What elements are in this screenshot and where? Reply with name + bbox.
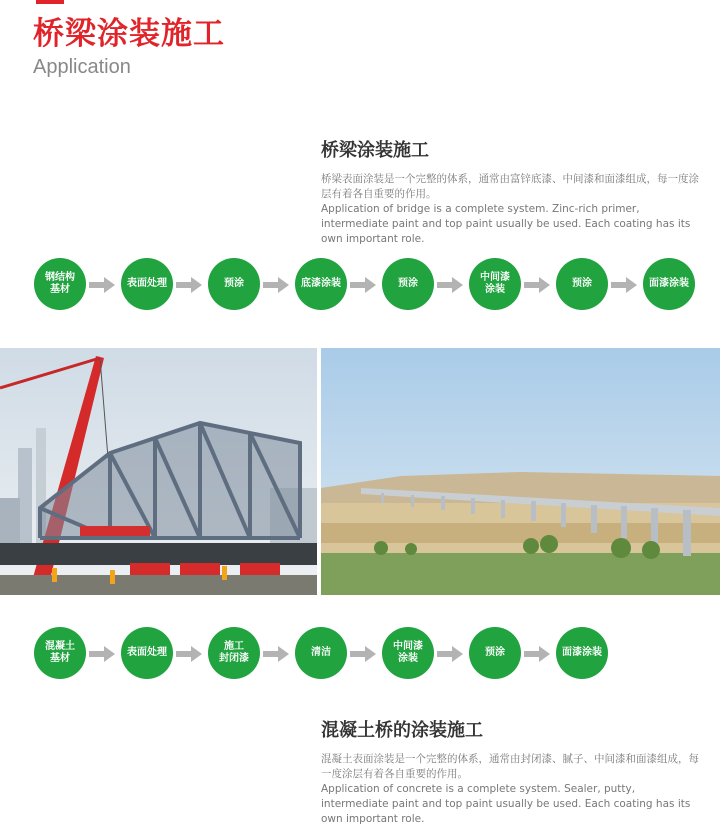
bridge-process-flow xyxy=(34,258,694,312)
arrow-right-icon xyxy=(611,277,637,293)
page-title: 桥梁涂装施工 xyxy=(33,16,225,52)
bridge-step-7: 预涂 xyxy=(556,258,608,310)
arrow-right-icon xyxy=(263,646,289,662)
bridge-step-1: 钢结构 基材 xyxy=(34,258,86,310)
bridge-step-5: 预涂 xyxy=(382,258,434,310)
concrete-viaduct-image xyxy=(321,348,720,595)
concrete-desc-en: Application of concrete is a complete system. Sealer, putty, intermediate paint and top paint usually be used. Each coating has its own important role. xyxy=(321,783,691,825)
arrow-right-icon xyxy=(176,646,202,662)
bridge-section-title: 桥梁涂装施工 xyxy=(321,140,429,161)
concrete-step-3: 施工 封闭漆 xyxy=(208,627,260,679)
arrow-right-icon xyxy=(524,277,550,293)
arrow-right-icon xyxy=(89,277,115,293)
concrete-step-1: 混凝土 基材 xyxy=(34,627,86,679)
concrete-step-6: 预涂 xyxy=(469,627,521,679)
concrete-description xyxy=(321,752,701,827)
bridge-step-2: 表面处理 xyxy=(121,258,173,310)
arrow-right-icon xyxy=(350,646,376,662)
concrete-desc-cn: 混凝土表面涂装是一个完整的体系，通常由封闭漆、腻子、中间漆和面漆组成，每一度涂层有着各自重要的作用。 xyxy=(321,753,699,780)
arrow-right-icon xyxy=(176,277,202,293)
bridge-step-6: 中间漆 涂装 xyxy=(469,258,521,310)
arrow-right-icon xyxy=(263,277,289,293)
arrow-right-icon xyxy=(89,646,115,662)
concrete-step-2: 表面处理 xyxy=(121,627,173,679)
page-subtitle: Application xyxy=(33,56,131,78)
accent-bar xyxy=(36,0,64,4)
concrete-step-5: 中间漆 涂装 xyxy=(382,627,434,679)
arrow-right-icon xyxy=(350,277,376,293)
bridge-desc-en: Application of bridge is a complete system. Zinc-rich primer, intermediate paint and top paint usually be used. Each coating has its own important role. xyxy=(321,203,691,245)
arrow-right-icon xyxy=(437,646,463,662)
concrete-step-7: 面漆涂装 xyxy=(556,627,608,679)
bridge-step-8: 面漆涂装 xyxy=(643,258,695,310)
bridge-step-4: 底漆涂装 xyxy=(295,258,347,310)
concrete-process-flow xyxy=(34,627,694,681)
bridge-step-3: 预涂 xyxy=(208,258,260,310)
arrow-right-icon xyxy=(437,277,463,293)
concrete-step-4: 清洁 xyxy=(295,627,347,679)
arrow-right-icon xyxy=(524,646,550,662)
steel-bridge-photo xyxy=(0,348,317,595)
bridge-description xyxy=(321,172,701,247)
concrete-section-title: 混凝土桥的涂装施工 xyxy=(321,720,483,741)
bridge-desc-cn: 桥梁表面涂装是一个完整的体系，通常由富锌底漆、中间漆和面漆组成，每一度涂层有着各自重要的作用。 xyxy=(321,173,699,200)
